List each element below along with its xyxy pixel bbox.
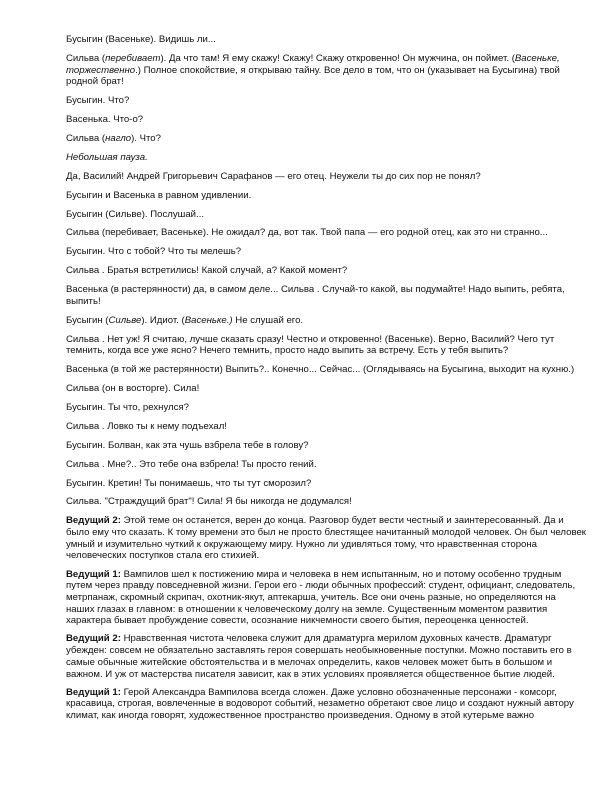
text-paragraph <box>66 53 586 88</box>
text-paragraph <box>66 633 586 680</box>
text-run: Нравственная чистота человека служит для драматурга мерилом духовных качеств. Драматург убежден: совсем не обязательно заставлять героя совершать необыкновенные поступки. Можно поставить его в самые обычные житейские обстоятельства и в мелочах определить, каков человек может быть в большом и важном. И уж от мастерства писателя зависит, как в этих условиях проявляется общественное бытие людей. <box>66 633 572 680</box>
text-run: ). Идиот. ( <box>141 314 185 326</box>
text-paragraph <box>66 95 586 107</box>
stage-direction: Васеньке.) <box>184 314 233 326</box>
text-run: ). Что? <box>131 132 161 144</box>
text-run: Сильва . Ловко ты к нему подъехал! <box>66 420 227 432</box>
text-run: Бусыгин. Что с тобой? Что ты мелешь? <box>66 246 242 258</box>
text-run: Бусыгин. Кретин! Ты понимаешь, что ты тут сморозил? <box>66 477 312 489</box>
text-paragraph <box>66 246 586 258</box>
text-run: Сильва . Мне?.. Это тебе она взбрела! Ты просто гений. <box>66 458 317 470</box>
document-page <box>66 34 586 728</box>
stage-direction: нагло <box>105 132 132 144</box>
text-paragraph <box>66 569 586 628</box>
text-run: Да, Василий! Андрей Григорьевич Сарафанов — его отец. Неужели ты до сих пор не понял? <box>66 170 481 182</box>
text-paragraph <box>66 383 586 395</box>
text-run: Этой теме он останется, верен до конца. Разговор будет вести честный и заинтересованный. Да и было ему что сказать. К тому времени это был не просто блестящее начитанный молодой человек. Он был человек умный и изумительно чуткий к окружающему миру. Нужно ли удивляться тому, что нравственная сторона человеческих поступков стала его стихией. <box>66 515 587 562</box>
text-run: Бусыгин (Васеньке). Видишь ли... <box>66 34 216 45</box>
text-run: ). Да что там! Я ему скажу! Скажу! Скажу откровенно! Он мужчина, он поймет. ( <box>160 52 515 64</box>
text-paragraph <box>66 34 586 46</box>
text-paragraph <box>66 315 586 327</box>
text-paragraph <box>66 459 586 471</box>
text-paragraph <box>66 133 586 145</box>
text-paragraph <box>66 496 586 508</box>
text-run: Сильва (перебивает, Васеньке). Не ожидал? да, вот так. Твой папа — его родной отец, как это ни странно... <box>66 227 548 239</box>
speaker-label: Ведущий 1: <box>66 686 121 698</box>
text-paragraph <box>66 265 586 277</box>
text-paragraph <box>66 364 586 376</box>
text-paragraph <box>66 687 586 722</box>
text-run: Сильва. "Страждущий брат"! Сила! Я бы никогда не додумался! <box>66 496 352 508</box>
text-run: Бусыгин (Сильве). Послушай... <box>66 208 205 220</box>
text-run: Бусыгин. Ты что, рехнулся? <box>66 401 189 413</box>
text-run: Бусыгин. Что? <box>66 95 130 107</box>
speaker-label: Ведущий 1: <box>66 568 121 580</box>
text-paragraph <box>66 284 586 307</box>
stage-direction: Васеньке, торжественно <box>66 52 560 76</box>
text-paragraph <box>66 421 586 433</box>
text-paragraph <box>66 152 586 164</box>
text-paragraph <box>66 402 586 414</box>
text-run: Васенька (в той же растерянности) Выпить?.. Конечно... Сейчас... (Оглядываясь на Бусыгина, выходит на кухню.) <box>66 364 575 376</box>
text-run: Васенька (в растерянности) да, в самом деле... Сильва . Случай-то какой, вы подумайте! Надо выпить, ребята, выпить! <box>66 284 565 307</box>
text-run: Бусыгин ( <box>66 314 109 326</box>
text-run: Сильва . Нет уж! Я считаю, лучше сказать сразу! Честно и откровенно! (Васеньке). Верно, Василий? Чего тут темнить, когда все уже ясно? Нечего темнить, просто надо выпить за встречу. Есть у тебя выпить? <box>66 333 555 357</box>
stage-direction: перебивает <box>105 52 161 64</box>
text-run: Не слушай его. <box>232 314 304 326</box>
text-run: Сильва . Братья встретились! Какой случай, а? Какой момент? <box>66 265 348 277</box>
text-paragraph <box>66 478 586 490</box>
speaker-label: Ведущий 2: <box>66 633 121 645</box>
text-run: Герой Александра Вампилова всегда сложен. Даже условно обозначенные персонажи - комсорг, красавица, строгая, вовлеченные в водоворот событий, незаметно обретают свое лицо и создают нужный автору климат, как иногда говорят, художественное пространство произведения. Одному в этой кутерьме важно <box>66 686 574 722</box>
text-run: .) Полное спокойствие, я открываю тайну. Все дело в том, что он (указывает на Бусыгина) твой родной брат! <box>66 64 560 88</box>
text-run: Сильва (он в восторге). Сила! <box>66 383 200 395</box>
text-paragraph <box>66 334 586 357</box>
text-paragraph <box>66 171 586 183</box>
text-run: Васенька. Что-о? <box>66 114 144 126</box>
text-paragraph <box>66 440 586 452</box>
text-paragraph <box>66 114 586 126</box>
text-run: Сильва ( <box>66 52 106 64</box>
speaker-label: Ведущий 2: <box>66 515 121 527</box>
text-run: Сильва ( <box>66 132 106 144</box>
stage-direction: Сильве <box>108 314 142 326</box>
text-paragraph <box>66 515 586 562</box>
text-paragraph <box>66 190 586 202</box>
text-run: Бусыгин. Болван, как эта чушь взбрела тебе в голову? <box>66 439 309 451</box>
text-paragraph <box>66 209 586 221</box>
text-paragraph <box>66 227 586 239</box>
text-run: Вампилов шел к постижению мира и человека в нем испытанным, но и потому особенно трудным путем через правду повседневной жизни. Герои его - люди обычных профессий: студент, официант, следователь, метрпанаж, скромный скрипач, охотник-якут, аптекарша, учитель. Все они очень разные, но определяются на наших глазах в главном: в отношении к человеческому долгу на земле. Существенным моментом развития характера бывает пробуждение совести, осознание никчемности своего бытия, переоценка ценностей. <box>66 568 576 627</box>
stage-direction: Небольшая пауза. <box>66 151 148 163</box>
text-run: Бусыгин и Васенька в равном удивлении. <box>66 189 252 201</box>
